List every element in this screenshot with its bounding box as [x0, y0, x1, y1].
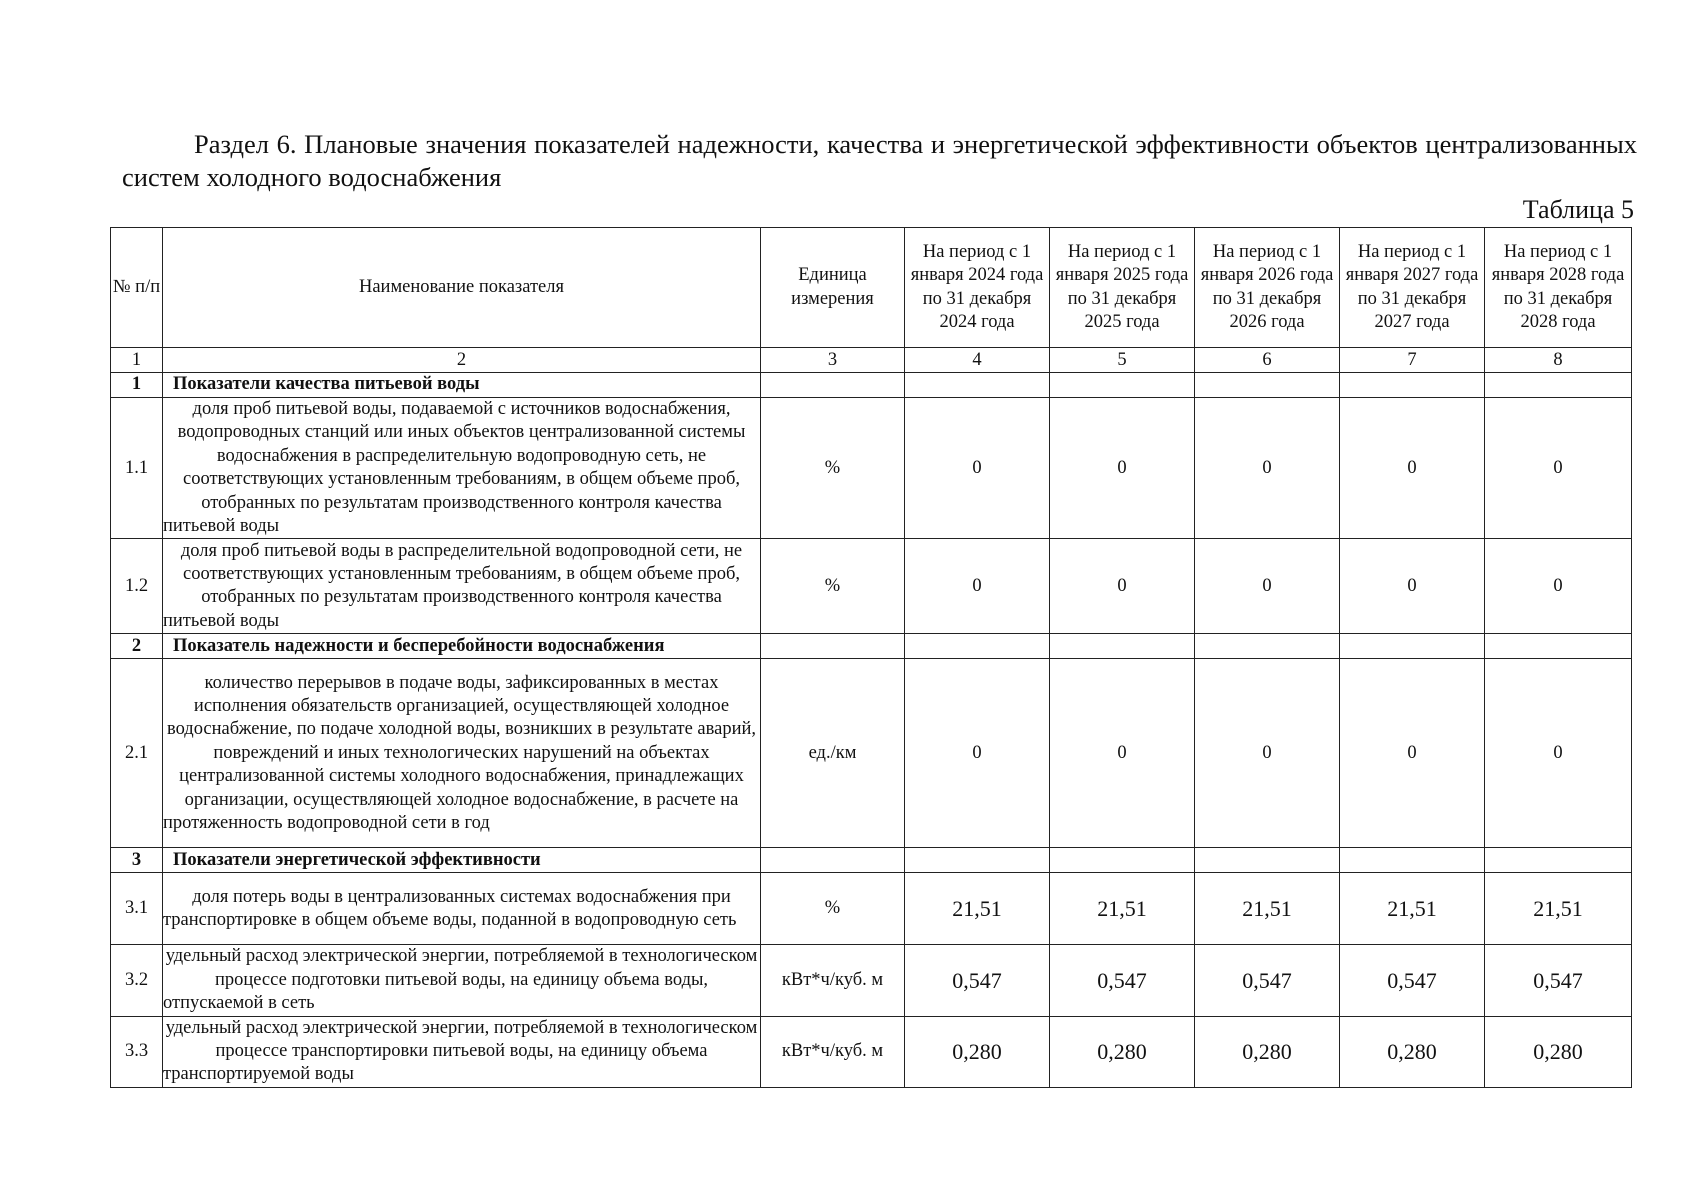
empty-cell [905, 373, 1050, 398]
section-heading: Показатель надежности и бесперебойности водоснабжения [163, 634, 761, 659]
value-2027: 0 [1340, 398, 1485, 539]
unit-cell: % [761, 539, 905, 634]
value-2027: 0,547 [1340, 945, 1485, 1016]
indicator-name: количество перерывов в подаче воды, зафиксированных в местах исполнения обязательств организацией, осуществляющей холодное водоснабжение, по подаче холодной воды, возникших в результате аварий, повреждений и иных технологических нарушений на объектах централизованной системы холодного водоснабжения, принадлежащих организации, осуществляющей холодное водоснабжение, в расчете на протяженность водопроводной сети в год [163, 659, 761, 848]
empty-cell [1340, 373, 1485, 398]
value-2025: 0,547 [1050, 945, 1195, 1016]
empty-cell [761, 373, 905, 398]
empty-cell [1050, 634, 1195, 659]
value-2028: 0 [1485, 659, 1632, 848]
column-number: 4 [905, 348, 1050, 373]
value-2025: 0 [1050, 539, 1195, 634]
empty-cell [1340, 634, 1485, 659]
value-2026: 0,280 [1195, 1016, 1340, 1087]
row-number: 1.1 [111, 398, 163, 539]
unit-cell: % [761, 398, 905, 539]
empty-cell [1485, 373, 1632, 398]
value-2027: 0 [1340, 539, 1485, 634]
header-period-2024: На период с 1 января 2024 года по 31 декабря 2024 года [905, 228, 1050, 348]
value-2025: 0 [1050, 659, 1195, 848]
section-title: Раздел 6. Плановые значения показателей надежности, качества и энергетической эффективности объектов централизованных систем холодного водоснабжения [122, 129, 1637, 192]
value-2024: 0 [905, 659, 1050, 848]
header-period-2026: На период с 1 января 2026 года по 31 декабря 2026 года [1195, 228, 1340, 348]
value-2024: 21,51 [905, 873, 1050, 945]
value-2026: 0 [1195, 398, 1340, 539]
section-heading: Показатели энергетической эффективности [163, 848, 761, 873]
table-row [111, 945, 1632, 1016]
column-number: 5 [1050, 348, 1195, 373]
section-row [111, 373, 1632, 398]
table-row [111, 873, 1632, 945]
value-2027: 0 [1340, 659, 1485, 848]
section-row [111, 848, 1632, 873]
empty-cell [1485, 634, 1632, 659]
empty-cell [1195, 634, 1340, 659]
column-number: 2 [163, 348, 761, 373]
section-row [111, 634, 1632, 659]
value-2026: 21,51 [1195, 873, 1340, 945]
table-row [111, 398, 1632, 539]
column-number: 1 [111, 348, 163, 373]
header-num: № п/п [111, 228, 163, 348]
value-2024: 0,547 [905, 945, 1050, 1016]
header-period-2025: На период с 1 января 2025 года по 31 декабря 2025 года [1050, 228, 1195, 348]
header-period-2028: На период с 1 января 2028 года по 31 декабря 2028 года [1485, 228, 1632, 348]
value-2028: 0,547 [1485, 945, 1632, 1016]
row-number: 3.2 [111, 945, 163, 1016]
empty-cell [905, 848, 1050, 873]
empty-cell [1195, 373, 1340, 398]
empty-cell [905, 634, 1050, 659]
value-2025: 21,51 [1050, 873, 1195, 945]
value-2027: 21,51 [1340, 873, 1485, 945]
value-2028: 0,280 [1485, 1016, 1632, 1087]
column-numbers-row [111, 348, 1632, 373]
column-number: 8 [1485, 348, 1632, 373]
unit-cell: кВт*ч/куб. м [761, 945, 905, 1016]
empty-cell [761, 634, 905, 659]
indicator-name: удельный расход электрической энергии, потребляемой в технологическом процессе транспортировки питьевой воды, на единицу объема транспортируемой воды [163, 1016, 761, 1087]
value-2024: 0 [905, 539, 1050, 634]
row-number: 3.1 [111, 873, 163, 945]
header-period-2027: На период с 1 января 2027 года по 31 декабря 2027 года [1340, 228, 1485, 348]
unit-cell: % [761, 873, 905, 945]
empty-cell [1050, 848, 1195, 873]
table-label: Таблица 5 [1522, 195, 1634, 224]
header-unit: Единица измерения [761, 228, 905, 348]
value-2026: 0 [1195, 539, 1340, 634]
table-row [111, 1016, 1632, 1087]
indicator-name: удельный расход электрической энергии, потребляемой в технологическом процессе подготовки питьевой воды, на единицу объема воды, отпускаемой в сеть [163, 945, 761, 1016]
header-name: Наименование показателя [163, 228, 761, 348]
row-number: 3.3 [111, 1016, 163, 1087]
value-2024: 0 [905, 398, 1050, 539]
value-2027: 0,280 [1340, 1016, 1485, 1087]
empty-cell [1340, 848, 1485, 873]
empty-cell [1050, 373, 1195, 398]
value-2026: 0,547 [1195, 945, 1340, 1016]
section-number: 1 [111, 373, 163, 398]
empty-cell [761, 848, 905, 873]
empty-cell [1485, 848, 1632, 873]
indicator-name: доля потерь воды в централизованных системах водоснабжения при транспортировке в общем объеме воды, поданной в водопроводную сеть [163, 873, 761, 945]
table-header-row [111, 228, 1632, 348]
value-2028: 0 [1485, 539, 1632, 634]
indicator-name: доля проб питьевой воды, подаваемой с источников водоснабжения, водопроводных станций или иных объектов централизованной системы водоснабжения в распределительную водопроводную сеть, не соответствующих установленным требованиям, в общем объеме проб, отобранных по результатам производственного контроля качества питьевой воды [163, 398, 761, 539]
value-2026: 0 [1195, 659, 1340, 848]
value-2025: 0 [1050, 398, 1195, 539]
column-number: 3 [761, 348, 905, 373]
section-heading: Показатели качества питьевой воды [163, 373, 761, 398]
indicator-name: доля проб питьевой воды в распределительной водопроводной сети, не соответствующих установленным требованиям, в общем объеме проб, отобранных по результатам производственного контроля качества питьевой воды [163, 539, 761, 634]
value-2025: 0,280 [1050, 1016, 1195, 1087]
unit-cell: кВт*ч/куб. м [761, 1016, 905, 1087]
row-number: 1.2 [111, 539, 163, 634]
table-row [111, 539, 1632, 634]
column-number: 7 [1340, 348, 1485, 373]
section-number: 2 [111, 634, 163, 659]
row-number: 2.1 [111, 659, 163, 848]
table-row [111, 659, 1632, 848]
unit-cell: ед./км [761, 659, 905, 848]
value-2028: 0 [1485, 398, 1632, 539]
empty-cell [1195, 848, 1340, 873]
indicators-table [110, 227, 1632, 1088]
section-number: 3 [111, 848, 163, 873]
value-2028: 21,51 [1485, 873, 1632, 945]
column-number: 6 [1195, 348, 1340, 373]
value-2024: 0,280 [905, 1016, 1050, 1087]
